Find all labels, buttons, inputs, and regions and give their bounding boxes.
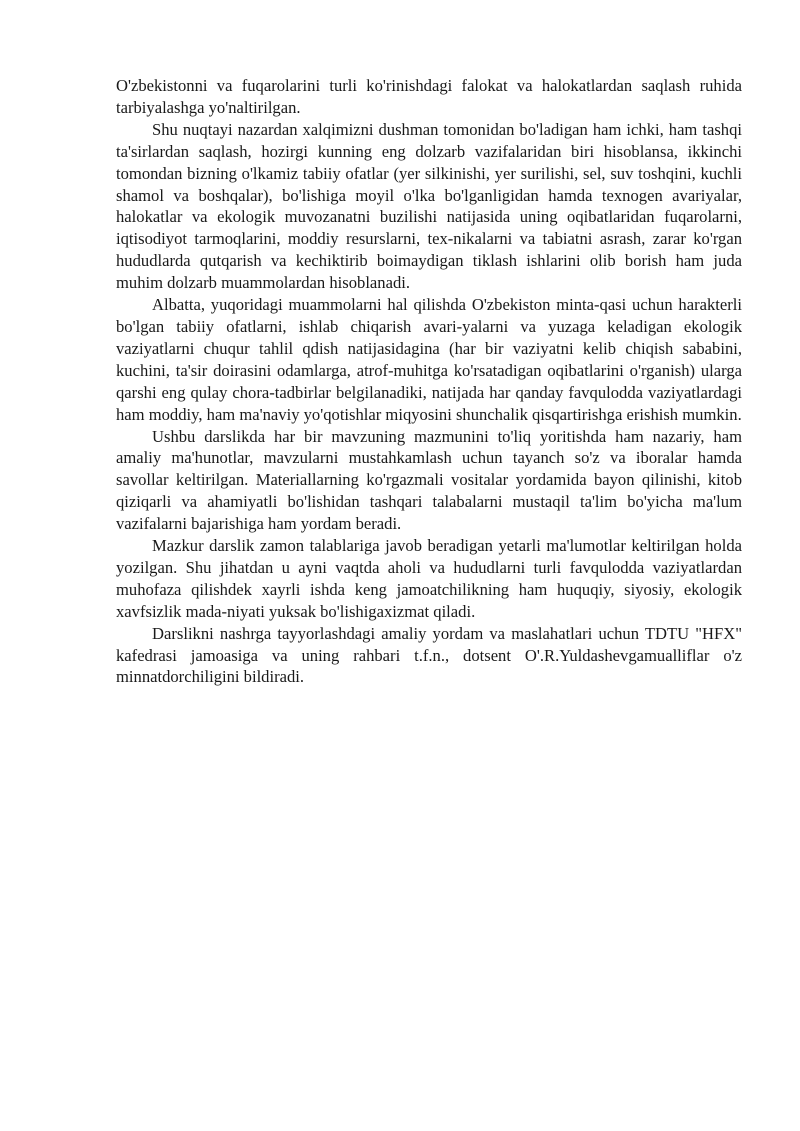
paragraph-textbook-content: Ushbu darslikda har bir mavzuning mazmunini to'liq yoritishda ham nazariy, ham amaliy ma'hunotlar, mavzularni mustahkamlash uchun tayanch so'z va iboralar hamda savollar keltirilgan. Materiallarning ko'rgazmali vositalar yordamida bayon qilinishi, kitob qiziqarli va ahamiyatli bo'lishidan tashqari talabalarni mustaqil ta'lim bo'yicha ma'lum vazifalarni bajarishiga ham yordam beradi.	[116, 426, 742, 534]
paragraph-acknowledgements: Darslikni nashrga tayyorlashdagi amaliy yordam va maslahatlari uchun TDTU "HFX" kafedrasi jamoasiga va uning rahbari t.f.n., dotsent O'.R.Yuldashevgamualliflar o'z minnatdorchiligini bildiradi.	[116, 623, 742, 687]
paragraph-natural-disasters-analysis: Albatta, yuqoridagi muammolarni hal qilishda O'zbekiston minta-qasi uchun harakterli bo'lgan tabiiy ofatlarni, ishlab chiqarish avari-yalarni va yuzaga keladigan ekologik vaziyatlarni chuqur tahlil qdish natijasidagina (har bir vaziyatni kelib chiqish sababini, kuchini, ta'sir doirasini odamlarga, atrof-muhitga ko'rsatadigan oqibatlarini o'rganish) ularga qarshi eng qulay chora-tadbirlar belgilanadiki, natijada har qanday favqulodda vaziyatlardagi ham moddiy, ham ma'naviy yo'qotishlar miqyosini shunchalik qisqartirishga erishish mumkin.	[116, 295, 742, 424]
paragraph-national-protection: Shu nuqtayi nazardan xalqimizni dushman tomonidan bo'ladigan ham ichki, ham tashqi ta'sirlardan saqlash, hozirgi kunning eng dolzarb vazifalaridan biri hisoblansa, ikkinchi tomondan bizning o'lkamiz tabiiy ofatlar (yer silkinishi, yer surilishi, sel, suv toshqini, kuchli shamol va boshqalar), bo'lishiga moyil o'lka bo'lganligidan hamda texnogen avariyalar, halokatlar va ekologik muvozanatni buzilishi natijasida uning oqibatlaridan fuqarolarni, iqtisodiyot tarmoqlarini, moddiy resurslarni, tex-nikalarni va tabiatni asrash, zarar ko'rgan hududlarda qutqarish va kechiktirib boimaydigan tiklash ishlarini olib borish ham juda muhim dolzarb muammolardan hisoblanadi.	[116, 119, 742, 293]
document-page	[116, 75, 742, 688]
paragraph-textbook-purpose: Mazkur darslik zamon talablariga javob beradigan yetarli ma'lumotlar keltirilgan holda yozilgan. Shu jihatdan u ayni vaqtda aholi va hududlarni turli favqulodda vaziyatlardan muhofaza qilishdek xayrli ishda keng jamoatchilikning ham huquqiy, siyosiy, ekologik xavfsizlik mada-niyati yuksak bo'lishigaxizmat qiladi.	[116, 536, 742, 621]
paragraph-continued-intro: O'zbekistonni va fuqarolarini turli ko'rinishdagi falokat va halokatlardan saqlash ruhida tarbiyalashga yo'naltirilgan.	[116, 76, 742, 117]
